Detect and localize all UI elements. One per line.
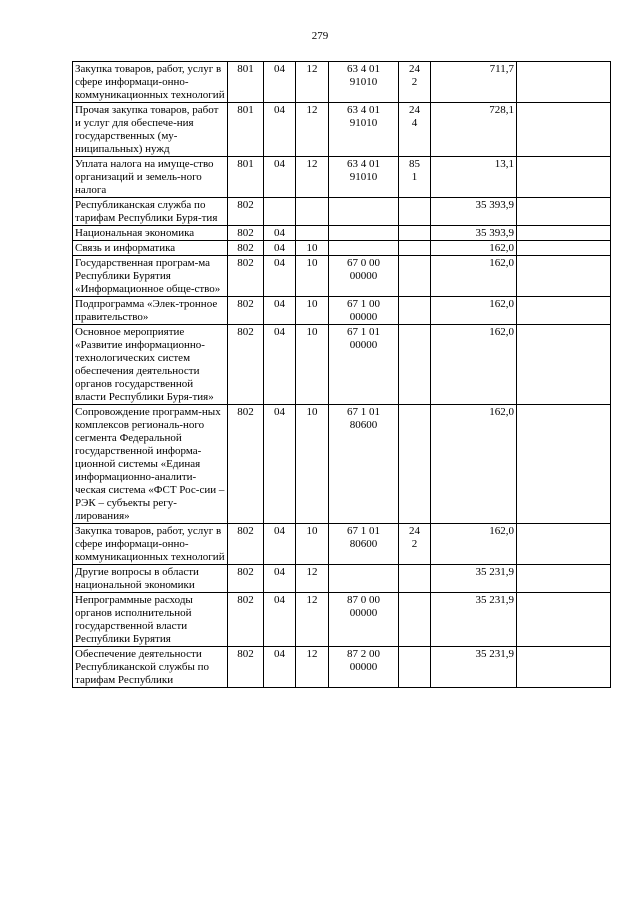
subsection-code-cell: 12: [296, 565, 329, 593]
expense-type-cell: [399, 647, 431, 688]
section-code-cell: 04: [264, 62, 296, 103]
section-code-cell: 04: [264, 103, 296, 157]
table-row: [73, 405, 611, 524]
empty-cell: [517, 241, 611, 256]
subsection-code-cell: 12: [296, 62, 329, 103]
empty-cell: [517, 325, 611, 405]
expense-type-cell: [399, 297, 431, 325]
amount-cell: 13,1: [431, 157, 517, 198]
expense-type-cell: [399, 405, 431, 524]
expense-name-cell: Подпрограмма «Элек-тронное правительство»: [73, 297, 228, 325]
subsection-code-cell: 12: [296, 593, 329, 647]
expense-type-cell: 24 2: [399, 62, 431, 103]
expense-name-cell: Национальная экономика: [73, 226, 228, 241]
section-code-cell: 04: [264, 325, 296, 405]
amount-cell: 35 393,9: [431, 198, 517, 226]
amount-cell: 35 393,9: [431, 226, 517, 241]
target-article-cell: [329, 241, 399, 256]
target-article-cell: 63 4 01 91010: [329, 103, 399, 157]
expense-type-cell: 24 4: [399, 103, 431, 157]
department-code-cell: 801: [228, 157, 264, 198]
subsection-code-cell: [296, 226, 329, 241]
expense-name-cell: Закупка товаров, работ, услуг в сфере информаци-онно-коммуникационных технологий: [73, 62, 228, 103]
table-row: [73, 565, 611, 593]
department-code-cell: 802: [228, 325, 264, 405]
empty-cell: [517, 157, 611, 198]
subsection-code-cell: 10: [296, 241, 329, 256]
target-article-cell: 67 1 01 80600: [329, 524, 399, 565]
expense-type-cell: [399, 256, 431, 297]
target-article-cell: [329, 198, 399, 226]
section-code-cell: 04: [264, 565, 296, 593]
expense-type-cell: [399, 325, 431, 405]
subsection-code-cell: 10: [296, 256, 329, 297]
section-code-cell: 04: [264, 524, 296, 565]
amount-cell: 35 231,9: [431, 593, 517, 647]
department-code-cell: 802: [228, 297, 264, 325]
expense-name-cell: Государственная програм-ма Республики Бурятия «Информационное обще-ство»: [73, 256, 228, 297]
target-article-cell: 67 0 00 00000: [329, 256, 399, 297]
amount-cell: 162,0: [431, 256, 517, 297]
target-article-cell: [329, 226, 399, 241]
table-row: [73, 226, 611, 241]
subsection-code-cell: 12: [296, 157, 329, 198]
table-row: [73, 241, 611, 256]
department-code-cell: 801: [228, 62, 264, 103]
expense-name-cell: Непрограммные расходы органов исполнительной государственной власти Республики Бурятия: [73, 593, 228, 647]
target-article-cell: 87 0 00 00000: [329, 593, 399, 647]
department-code-cell: 801: [228, 103, 264, 157]
empty-cell: [517, 524, 611, 565]
table-row: [73, 325, 611, 405]
expense-type-cell: 24 2: [399, 524, 431, 565]
empty-cell: [517, 405, 611, 524]
section-code-cell: 04: [264, 593, 296, 647]
subsection-code-cell: 10: [296, 325, 329, 405]
table-row: [73, 198, 611, 226]
subsection-code-cell: 10: [296, 405, 329, 524]
expense-name-cell: Другие вопросы в области национальной экономики: [73, 565, 228, 593]
expense-name-cell: Сопровождение программ-ных комплексов региональ-ного сегмента Федеральной государственной информа-ционной системы «Единая информационно-аналити-ческая система «ФСТ Рос-сии – РЭК – субъекты регу-лирования»: [73, 405, 228, 524]
empty-cell: [517, 103, 611, 157]
subsection-code-cell: 12: [296, 103, 329, 157]
subsection-code-cell: 12: [296, 647, 329, 688]
amount-cell: 728,1: [431, 103, 517, 157]
expense-name-cell: Связь и информатика: [73, 241, 228, 256]
department-code-cell: 802: [228, 226, 264, 241]
table-row: [73, 62, 611, 103]
expense-type-cell: [399, 226, 431, 241]
amount-cell: 162,0: [431, 297, 517, 325]
section-code-cell: 04: [264, 297, 296, 325]
section-code-cell: 04: [264, 226, 296, 241]
expense-type-cell: 85 1: [399, 157, 431, 198]
target-article-cell: 63 4 01 91010: [329, 62, 399, 103]
section-code-cell: 04: [264, 647, 296, 688]
target-article-cell: 87 2 00 00000: [329, 647, 399, 688]
empty-cell: [517, 256, 611, 297]
amount-cell: 162,0: [431, 325, 517, 405]
budget-table-body: [73, 62, 611, 688]
amount-cell: 162,0: [431, 241, 517, 256]
table-row: [73, 593, 611, 647]
expense-name-cell: Закупка товаров, работ, услуг в сфере информаци-онно-коммуникационных технологий: [73, 524, 228, 565]
empty-cell: [517, 198, 611, 226]
expense-name-cell: Республиканская служба по тарифам Республики Буря-тия: [73, 198, 228, 226]
empty-cell: [517, 62, 611, 103]
department-code-cell: 802: [228, 647, 264, 688]
empty-cell: [517, 226, 611, 241]
amount-cell: 162,0: [431, 524, 517, 565]
table-row: [73, 297, 611, 325]
table-row: [73, 157, 611, 198]
department-code-cell: 802: [228, 256, 264, 297]
empty-cell: [517, 593, 611, 647]
subsection-code-cell: [296, 198, 329, 226]
table-row: [73, 103, 611, 157]
department-code-cell: 802: [228, 241, 264, 256]
table-row: [73, 647, 611, 688]
expense-type-cell: [399, 241, 431, 256]
department-code-cell: 802: [228, 593, 264, 647]
target-article-cell: 63 4 01 91010: [329, 157, 399, 198]
target-article-cell: 67 1 01 00000: [329, 325, 399, 405]
table-row: [73, 256, 611, 297]
amount-cell: 711,7: [431, 62, 517, 103]
empty-cell: [517, 647, 611, 688]
budget-table: [72, 61, 611, 688]
expense-type-cell: [399, 593, 431, 647]
subsection-code-cell: 10: [296, 524, 329, 565]
section-code-cell: 04: [264, 405, 296, 524]
target-article-cell: 67 1 01 80600: [329, 405, 399, 524]
empty-cell: [517, 297, 611, 325]
target-article-cell: 67 1 00 00000: [329, 297, 399, 325]
section-code-cell: 04: [264, 241, 296, 256]
expense-name-cell: Обеспечение деятельности Республиканской службы по тарифам Республики: [73, 647, 228, 688]
department-code-cell: 802: [228, 565, 264, 593]
expense-type-cell: [399, 565, 431, 593]
department-code-cell: 802: [228, 524, 264, 565]
amount-cell: 162,0: [431, 405, 517, 524]
expense-name-cell: Уплата налога на имуще-ство организаций и земель-ного налога: [73, 157, 228, 198]
expense-name-cell: Прочая закупка товаров, работ и услуг для обеспече-ния государственных (му-ниципальных) нужд: [73, 103, 228, 157]
subsection-code-cell: 10: [296, 297, 329, 325]
table-row: [73, 524, 611, 565]
section-code-cell: 04: [264, 157, 296, 198]
amount-cell: 35 231,9: [431, 647, 517, 688]
target-article-cell: [329, 565, 399, 593]
expense-name-cell: Основное мероприятие «Развитие информационно-технологических систем обеспечения деятельности органов государственной власти Республики Буря-тия»: [73, 325, 228, 405]
section-code-cell: 04: [264, 256, 296, 297]
expense-type-cell: [399, 198, 431, 226]
department-code-cell: 802: [228, 198, 264, 226]
section-code-cell: [264, 198, 296, 226]
amount-cell: 35 231,9: [431, 565, 517, 593]
department-code-cell: 802: [228, 405, 264, 524]
empty-cell: [517, 565, 611, 593]
page-number: 279: [311, 30, 329, 42]
